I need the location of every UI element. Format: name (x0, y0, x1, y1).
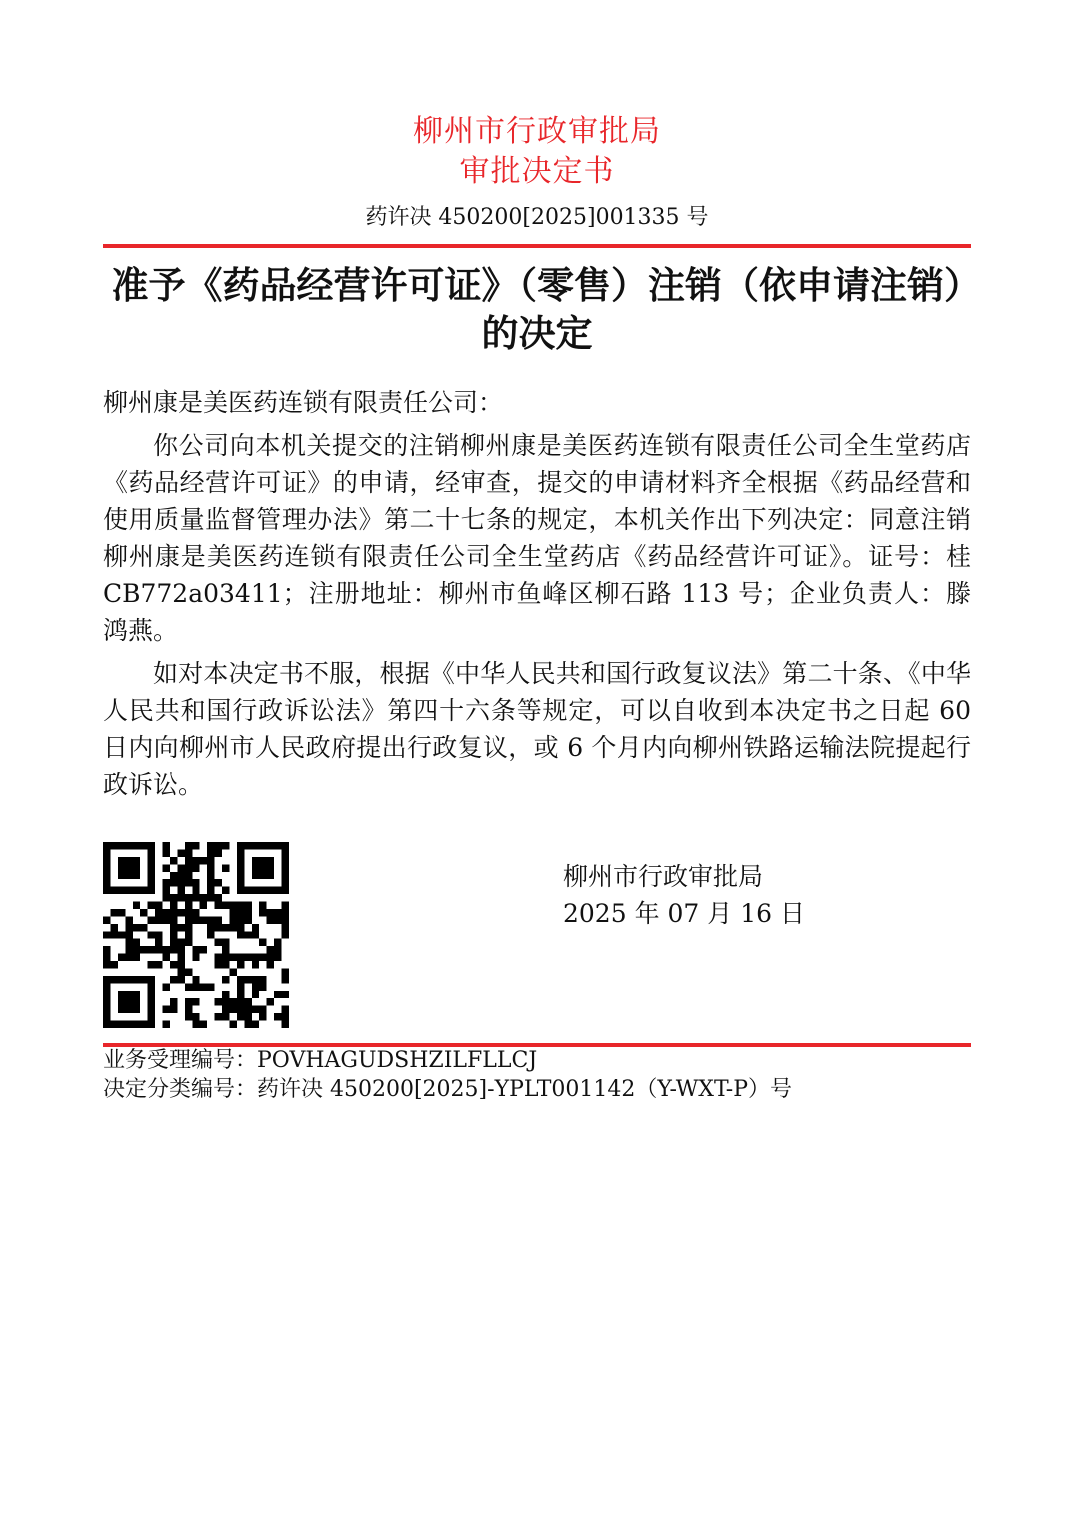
appeal-paragraph: 如对本决定书不服，根据《中华人民共和国行政复议法》第二十条、《中华人民共和国行政诉讼法》第四十六条等规定，可以自收到本决定书之日起 60 日内向柳州市人民政府提出行政复议，或 6 个月内向柳州铁路运输法院提起行政诉讼。 (103, 659, 971, 799)
issuing-organization-header: 柳州市行政审批局 (413, 114, 661, 149)
document-body (103, 384, 971, 809)
signature-organization: 柳州市行政审批局 (563, 862, 764, 891)
business-acceptance-number: 业务受理编号：POVHAGUDSHZILFLLCJ (103, 1048, 538, 1073)
decision-classification-number: 决定分类编号：药许决 450200[2025]-YPLT001142（Y-WXT-P）号 (103, 1077, 793, 1102)
document-footer (103, 1046, 792, 1104)
document-title: 准予《药品经营许可证》（零售）注销（依申请注销）的决定 (111, 264, 963, 355)
document-type-header: 审批决定书 (459, 154, 615, 189)
signature-date: 2025 年 07 月 16 日 (563, 899, 805, 928)
document-number: 药许决 450200[2025]001335 号 (365, 205, 709, 230)
decision-paragraph: 你公司向本机关提交的注销柳州康是美医药连锁有限责任公司全生堂药店《药品经营许可证》的申请，经审查，提交的申请材料齐全根据《药品经营和使用质量监督管理办法》第二十七条的规定，本机关作出下列决定：同意注销柳州康是美医药连锁有限责任公司全生堂药店《药品经营许可证》。证号：桂 CB772a03411；注册地址：柳州市鱼峰区柳石路 113 号；企业负责人：滕鸿燕。 (103, 431, 971, 645)
top-red-divider (103, 244, 971, 248)
qr-code-icon (103, 842, 289, 1028)
addressee: 柳州康是美医药连锁有限责任公司： (103, 388, 504, 417)
signature-block (563, 858, 805, 932)
